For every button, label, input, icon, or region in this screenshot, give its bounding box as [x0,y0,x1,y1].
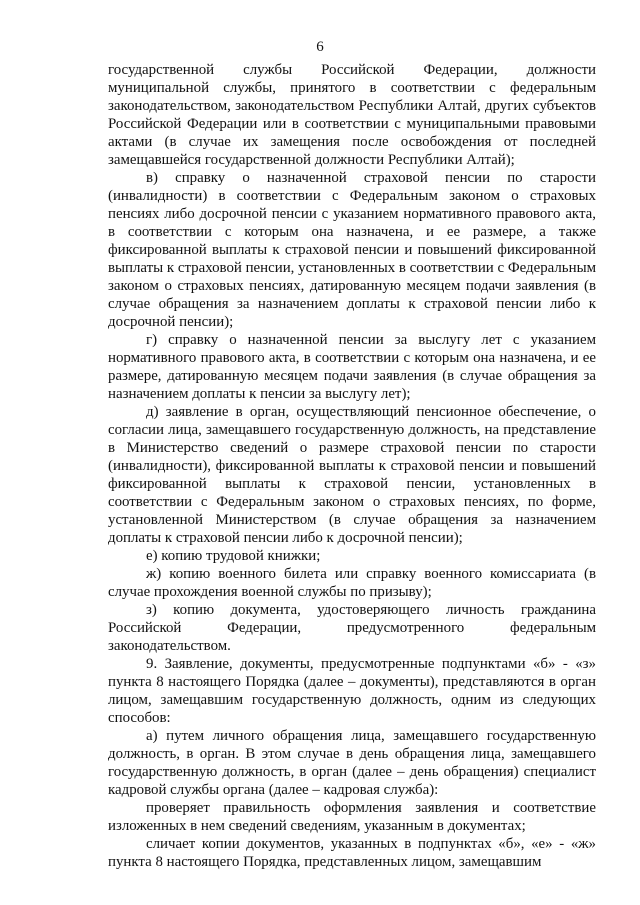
paragraph-item-zh: ж) копию военного билета или справку военного комиссариата (в случае прохождения военной службы по призыву); [108,566,596,600]
document-body [108,61,596,871]
paragraph-compares: сличает копии документов, указанных в подпунктах «б», «е» - «ж» пункта 8 настоящего Порядка, представленных лицом, замещавшим [108,836,596,870]
paragraph-item-v: в) справку о назначенной страховой пенсии по старости (инвалидности) в соответствии с Федеральным законом о страховых пенсиях либо досрочной пенсии с указанием нормативного правового акта, в соответствии с которым она назначена, и ее размере, а также фиксированной выплаты к страховой пенсии и повышений фиксированной выплаты к страховой пенсии, установленных в соответствии с Федеральным законом о страховых пенсиях, датированную месяцем подачи заявления (в случае обращения за назначением доплаты к страховой пенсии либо к досрочной пенсии); [108,170,596,330]
paragraph-item-e: е) копию трудовой книжки; [146,548,321,564]
paragraph-clause-9: 9. Заявление, документы, предусмотренные подпунктами «б» - «з» пункта 8 настоящего Порядка (далее – документы), представляются в орган лицом, замещавшим государственную должность, одним из следующих способов: [108,656,596,726]
paragraph-item-d: д) заявление в орган, осуществляющий пенсионное обеспечение, о согласии лица, замещавшего государственную должность, на представление в Министерство сведений о размере страховой пенсии по старости (инвалидности), фиксированной выплаты к страховой пенсии и повышений фиксированной выплаты к страховой пенсии, установленных в соответствии с Федеральным законом о страховых пенсиях, по форме, установленной Министерством (в случае обращения за назначением доплаты к страховой пенсии либо к досрочной пенсии); [108,404,596,546]
paragraph-checks: проверяет правильность оформления заявления и соответствие изложенных в нем сведений сведениям, указанным в документах; [108,800,596,834]
paragraph-item-z: з) копию документа, удостоверяющего личность гражданина Российской Федерации, предусмотренного федеральным законодательством. [108,602,596,654]
paragraph-continuation: государственной службы Российской Федерации, должности муниципальной службы, принятого в соответствии с федеральным законодательством, законодательством Республики Алтай, других субъектов Российской Федерации или в соответствии с муниципальными правовыми актами (в случае их замещения после освобождения от последней замещавшейся государственной должности Республики Алтай); [108,62,596,168]
paragraph-clause-9-a: а) путем личного обращения лица, замещавшего государственную должность, в орган. В этом случае в день обращения лица, замещавшего государственную должность, в орган (далее – день обращения) специалист кадровой службы органа (далее – кадровая служба): [108,728,596,798]
paragraph-item-g: г) справку о назначенной пенсии за выслугу лет с указанием нормативного правового акта, в соответствии с которым она назначена, и ее размере, датированную месяцем подачи заявления (в случае обращения за назначением доплаты к пенсии за выслугу лет); [108,332,596,402]
page-number: 6 [316,39,324,55]
